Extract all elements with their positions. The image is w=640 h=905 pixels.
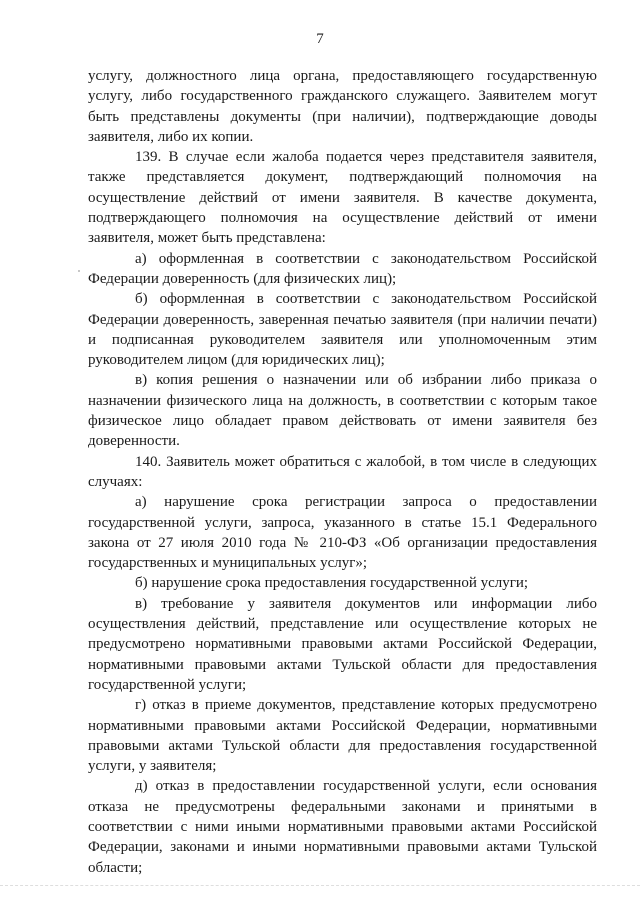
paragraph-140-item-g: г) отказ в приеме документов, представление которых предусмотрено нормативными правовыми актами Российской Федерации, нормативными правовыми актами Тульской области для предоставления государственной услуги, у заявителя;: [88, 697, 597, 775]
paragraph-140-item-b: б) нарушение срока предоставления государственной услуги;: [135, 575, 529, 592]
paragraph-139-item-a: а) оформленная в соответствии с законодательством Российской Федерации доверенность (для физических лиц);: [88, 250, 597, 287]
paragraph-139-item-v: в) копия решения о назначении или об избрании либо приказа о назначении физического лица на должность, в соответствии с которым такое физическое лицо обладает правом действовать от имени заявителя без доверенности.: [88, 372, 597, 450]
paragraph-140-item-a: а) нарушение срока регистрации запроса о предоставлении государственной услуги, запроса, указанного в статье 15.1 Федерального закона от 27 июля 2010 года № 210-ФЗ «Об организации предоставления государственных и муниципальных услуг»;: [88, 494, 597, 572]
paragraph-140: 140. Заявитель может обратиться с жалобой, в том числе в следующих случаях:: [88, 453, 597, 490]
paragraph-140-item-v: в) требование у заявителя документов или информации либо осуществления действий, представление или осуществление которых не предусмотрено нормативными правовыми актами Российской Федерации, нормативными правовыми актами Тульской области для предоставления государственной услуги;: [88, 595, 597, 693]
document-body: [88, 66, 597, 878]
page-number: 7: [316, 31, 324, 47]
paragraph-140-item-d: д) отказ в предоставлении государственной услуги, если основания отказа не предусмотрены федеральными законами и принятыми в соответствии с ними иными нормативными правовыми актами Российской Федерации, законами и иными нормативными правовыми актами Тульской области;: [88, 778, 597, 876]
paragraph-139: 139. В случае если жалоба подается через представителя заявителя, также представляется документ, подтверждающий полномочия на осуществление действий от имени заявителя. В качестве документа, подтверждающего полномочия на осуществление действий от имени заявителя, может быть представлена:: [88, 149, 597, 247]
paragraph-continuation: услугу, должностного лица органа, предоставляющего государственную услугу, либо государственного гражданского служащего. Заявителем могут быть представлены документы (при наличии), подтверждающие доводы заявителя, либо их копии.: [88, 68, 597, 145]
scan-artifact-dot: [78, 270, 80, 272]
scan-bottom-edge: [0, 885, 640, 888]
paragraph-139-item-b: б) оформленная в соответствии с законодательством Российской Федерации доверенность, заверенная печатью заявителя (при наличии печати) и подписанная руководителем заявителя или уполномоченным этим руководителем лицом (для юридических лиц);: [88, 291, 597, 369]
